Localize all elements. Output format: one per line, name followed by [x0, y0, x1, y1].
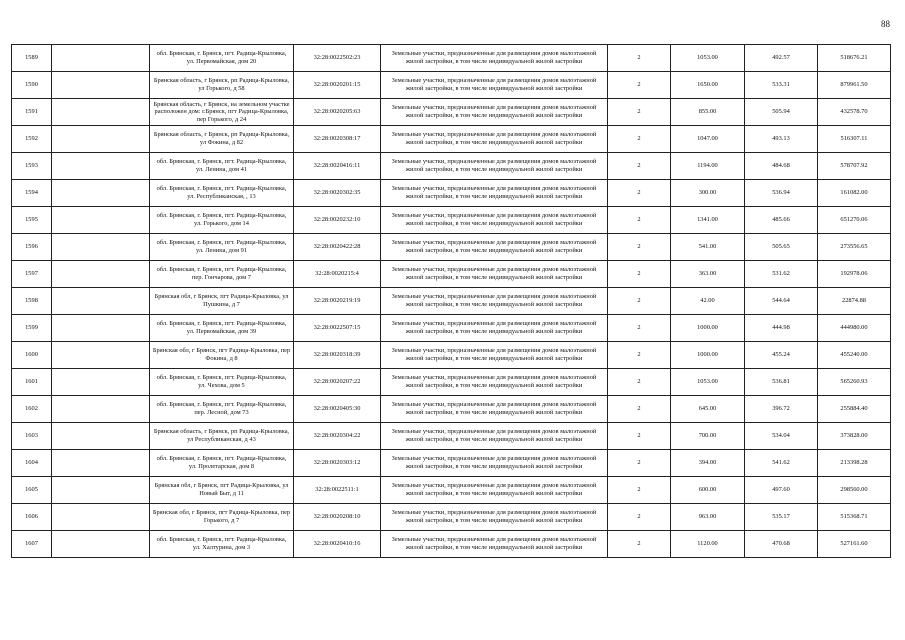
- address-cell: Брянская область, г Брянск, на земельном участке расположен дом: г.Брянск, пгт Радица-Крыловка, пер Горького, д 24: [150, 99, 294, 126]
- land-use-cell: Земельные участки, предназначенные для размещения домов малоэтажной жилой застройки, в том числе индивидуальной жилой застройки: [381, 531, 608, 558]
- cadastral-value-cell: 516307.11: [818, 126, 891, 153]
- land-use-cell: Земельные участки, предназначенные для размещения домов малоэтажной жилой застройки, в том числе индивидуальной жилой застройки: [381, 261, 608, 288]
- blank-cell: [52, 153, 150, 180]
- group-cell: 2: [608, 180, 671, 207]
- land-use-cell: Земельные участки, предназначенные для размещения домов малоэтажной жилой застройки, в том числе индивидуальной жилой застройки: [381, 450, 608, 477]
- land-use-cell: Земельные участки, предназначенные для размещения домов малоэтажной жилой застройки, в том числе индивидуальной жилой застройки: [381, 288, 608, 315]
- row-number-cell: 1600: [12, 342, 52, 369]
- table-row: [12, 234, 891, 261]
- group-cell: 2: [608, 126, 671, 153]
- group-cell: 2: [608, 369, 671, 396]
- cadastral-number-cell: 32:28:0020410:16: [294, 531, 381, 558]
- cadastral-value-cell: 565260.93: [818, 369, 891, 396]
- address-cell: Брянская обл, г Брянск, пгт Радица-Крыловка, ул Пушкина, д 7: [150, 288, 294, 315]
- table-row: [12, 99, 891, 126]
- address-cell: обл. Брянская, г. Брянск, пгт. Радица-Крыловка, ул. Ленина, дом 41: [150, 153, 294, 180]
- area-cell: 1000.00: [671, 342, 745, 369]
- land-use-cell: Земельные участки, предназначенные для размещения домов малоэтажной жилой застройки, в том числе индивидуальной жилой застройки: [381, 342, 608, 369]
- specific-value-cell: 493.13: [745, 126, 818, 153]
- cadastral-number-cell: 32:28:0020215:4: [294, 261, 381, 288]
- row-number-cell: 1589: [12, 45, 52, 72]
- cadastral-value-cell: 432578.70: [818, 99, 891, 126]
- land-use-cell: Земельные участки, предназначенные для размещения домов малоэтажной жилой застройки, в том числе индивидуальной жилой застройки: [381, 396, 608, 423]
- blank-cell: [52, 342, 150, 369]
- cadastral-number-cell: 32:28:0020232:10: [294, 207, 381, 234]
- cadastral-value-cell: 578707.92: [818, 153, 891, 180]
- cadastral-value-cell: 444980.00: [818, 315, 891, 342]
- land-use-cell: Земельные участки, предназначенные для размещения домов малоэтажной жилой застройки, в том числе индивидуальной жилой застройки: [381, 315, 608, 342]
- group-cell: 2: [608, 531, 671, 558]
- land-use-cell: Земельные участки, предназначенные для размещения домов малоэтажной жилой застройки, в том числе индивидуальной жилой застройки: [381, 153, 608, 180]
- specific-value-cell: 485.66: [745, 207, 818, 234]
- cadastral-number-cell: 32:28:0020201:15: [294, 72, 381, 99]
- address-cell: обл. Брянская, г. Брянск, пгт. Радица-Крыловка, пер. Гончарова, дом 7: [150, 261, 294, 288]
- table-row: [12, 477, 891, 504]
- area-cell: 855.00: [671, 99, 745, 126]
- address-cell: Брянская обл, г Брянск, пгт Радица-Крыловка, пер Фокина, д 8: [150, 342, 294, 369]
- address-cell: обл. Брянская, г. Брянск, пгт. Радица-Крыловка, ул. Первомайская, дом 20: [150, 45, 294, 72]
- land-use-cell: Земельные участки, предназначенные для размещения домов малоэтажной жилой застройки, в том числе индивидуальной жилой застройки: [381, 180, 608, 207]
- cadastral-number-cell: 32:28:0020405:30: [294, 396, 381, 423]
- cadastral-number-cell: 32:28:0020416:11: [294, 153, 381, 180]
- group-cell: 2: [608, 234, 671, 261]
- cadastral-value-cell: 161082.00: [818, 180, 891, 207]
- blank-cell: [52, 99, 150, 126]
- blank-cell: [52, 234, 150, 261]
- area-cell: 394.00: [671, 450, 745, 477]
- table-row: [12, 261, 891, 288]
- area-cell: 1650.00: [671, 72, 745, 99]
- specific-value-cell: 505.65: [745, 234, 818, 261]
- table-row: [12, 396, 891, 423]
- blank-cell: [52, 369, 150, 396]
- specific-value-cell: 470.68: [745, 531, 818, 558]
- group-cell: 2: [608, 207, 671, 234]
- group-cell: 2: [608, 45, 671, 72]
- land-use-cell: Земельные участки, предназначенные для размещения домов малоэтажной жилой застройки, в том числе индивидуальной жилой застройки: [381, 234, 608, 261]
- area-cell: 1053.00: [671, 369, 745, 396]
- area-cell: 1053.00: [671, 45, 745, 72]
- land-use-cell: Земельные участки, предназначенные для размещения домов малоэтажной жилой застройки, в том числе индивидуальной жилой застройки: [381, 369, 608, 396]
- blank-cell: [52, 531, 150, 558]
- specific-value-cell: 497.60: [745, 477, 818, 504]
- cadastral-value-cell: 273556.65: [818, 234, 891, 261]
- cadastral-value-cell: 298560.00: [818, 477, 891, 504]
- row-number-cell: 1595: [12, 207, 52, 234]
- specific-value-cell: 531.62: [745, 261, 818, 288]
- table-body: [12, 45, 891, 558]
- area-cell: 600.00: [671, 477, 745, 504]
- area-cell: 300.00: [671, 180, 745, 207]
- address-cell: Брянская обл, г Брянск, пгт Радица-Крыловка, ул Новый Быт, д 11: [150, 477, 294, 504]
- table-row: [12, 342, 891, 369]
- address-cell: обл. Брянская, г. Брянск, пгт. Радица-Крыловка, ул. Горького, дом 14: [150, 207, 294, 234]
- specific-value-cell: 534.04: [745, 423, 818, 450]
- area-cell: 645.00: [671, 396, 745, 423]
- area-cell: 1194.00: [671, 153, 745, 180]
- area-cell: 541.00: [671, 234, 745, 261]
- group-cell: 2: [608, 477, 671, 504]
- cadastral-value-cell: 651270.06: [818, 207, 891, 234]
- cadastral-number-cell: 32:28:0020219:19: [294, 288, 381, 315]
- area-cell: 1120.00: [671, 531, 745, 558]
- specific-value-cell: 505.94: [745, 99, 818, 126]
- row-number-cell: 1593: [12, 153, 52, 180]
- land-use-cell: Земельные участки, предназначенные для размещения домов малоэтажной жилой застройки, в том числе индивидуальной жилой застройки: [381, 477, 608, 504]
- specific-value-cell: 544.64: [745, 288, 818, 315]
- land-use-cell: Земельные участки, предназначенные для размещения домов малоэтажной жилой застройки, в том числе индивидуальной жилой застройки: [381, 45, 608, 72]
- blank-cell: [52, 288, 150, 315]
- address-cell: обл. Брянская, г. Брянск, пгт. Радица-Крыловка, ул. Чехова, дом 5: [150, 369, 294, 396]
- area-cell: 42.00: [671, 288, 745, 315]
- address-cell: Брянская обл, г Брянск, пгт Радица-Крыловка, пер Горького, д 7: [150, 504, 294, 531]
- blank-cell: [52, 504, 150, 531]
- cadastral-value-cell: 879961.50: [818, 72, 891, 99]
- group-cell: 2: [608, 288, 671, 315]
- address-cell: обл. Брянская, г. Брянск, пгт. Радица-Крыловка, ул. Первомайская, дом 39: [150, 315, 294, 342]
- blank-cell: [52, 450, 150, 477]
- blank-cell: [52, 261, 150, 288]
- specific-value-cell: 396.72: [745, 396, 818, 423]
- cadastral-number-cell: 32:28:0022511:1: [294, 477, 381, 504]
- group-cell: 2: [608, 99, 671, 126]
- cadastral-number-cell: 32:28:0020422:28: [294, 234, 381, 261]
- cadastral-number-cell: 32:28:0022507:15: [294, 315, 381, 342]
- specific-value-cell: 536.94: [745, 180, 818, 207]
- table-row: [12, 531, 891, 558]
- blank-cell: [52, 72, 150, 99]
- table-row: [12, 369, 891, 396]
- table-row: [12, 207, 891, 234]
- specific-value-cell: 535.17: [745, 504, 818, 531]
- group-cell: 2: [608, 423, 671, 450]
- land-use-cell: Земельные участки, предназначенные для размещения домов малоэтажной жилой застройки, в том числе индивидуальной жилой застройки: [381, 72, 608, 99]
- table-row: [12, 504, 891, 531]
- cadastral-number-cell: 32:28:0020302:35: [294, 180, 381, 207]
- land-use-cell: Земельные участки, предназначенные для размещения домов малоэтажной жилой застройки, в том числе индивидуальной жилой застройки: [381, 99, 608, 126]
- row-number-cell: 1606: [12, 504, 52, 531]
- cadastral-value-cell: 455240.00: [818, 342, 891, 369]
- group-cell: 2: [608, 342, 671, 369]
- page-number: 88: [881, 19, 890, 29]
- table-row: [12, 72, 891, 99]
- table-row: [12, 180, 891, 207]
- group-cell: 2: [608, 396, 671, 423]
- cadastral-value-cell: 255884.40: [818, 396, 891, 423]
- blank-cell: [52, 180, 150, 207]
- blank-cell: [52, 126, 150, 153]
- specific-value-cell: 541.62: [745, 450, 818, 477]
- group-cell: 2: [608, 153, 671, 180]
- specific-value-cell: 536.81: [745, 369, 818, 396]
- address-cell: обл. Брянская, г. Брянск, пгт. Радица-Крыловка, ул. Халтурина, дом 3: [150, 531, 294, 558]
- row-number-cell: 1592: [12, 126, 52, 153]
- land-use-cell: Земельные участки, предназначенные для размещения домов малоэтажной жилой застройки, в том числе индивидуальной жилой застройки: [381, 504, 608, 531]
- blank-cell: [52, 396, 150, 423]
- table-row: [12, 153, 891, 180]
- address-cell: обл. Брянская, г. Брянск, пгт. Радица-Крыловка, пер. Лесной, дом 73: [150, 396, 294, 423]
- row-number-cell: 1605: [12, 477, 52, 504]
- specific-value-cell: 492.57: [745, 45, 818, 72]
- cadastral-number-cell: 32:28:0020304:22: [294, 423, 381, 450]
- address-cell: обл. Брянская, г. Брянск, пгт. Радица-Крыловка, ул. Республиканская, , 13: [150, 180, 294, 207]
- blank-cell: [52, 207, 150, 234]
- group-cell: 2: [608, 504, 671, 531]
- row-number-cell: 1603: [12, 423, 52, 450]
- specific-value-cell: 455.24: [745, 342, 818, 369]
- specific-value-cell: 484.68: [745, 153, 818, 180]
- blank-cell: [52, 477, 150, 504]
- group-cell: 2: [608, 72, 671, 99]
- row-number-cell: 1607: [12, 531, 52, 558]
- cadastral-value-cell: 518676.21: [818, 45, 891, 72]
- cadastral-value-cell: 373828.00: [818, 423, 891, 450]
- group-cell: 2: [608, 450, 671, 477]
- blank-cell: [52, 423, 150, 450]
- cadastral-number-cell: 32:28:0020205:63: [294, 99, 381, 126]
- address-cell: Брянская область, г Брянск, рп Радица-Крыловка, ул Республиканская, д 43: [150, 423, 294, 450]
- address-cell: Брянская область, г Брянск, рп Радица-Крыловка, ул Горького, д 58: [150, 72, 294, 99]
- cadastral-number-cell: 32:28:0020303:12: [294, 450, 381, 477]
- row-number-cell: 1591: [12, 99, 52, 126]
- group-cell: 2: [608, 315, 671, 342]
- area-cell: 363.00: [671, 261, 745, 288]
- area-cell: 700.00: [671, 423, 745, 450]
- land-use-cell: Земельные участки, предназначенные для размещения домов малоэтажной жилой застройки, в том числе индивидуальной жилой застройки: [381, 126, 608, 153]
- table-row: [12, 450, 891, 477]
- blank-cell: [52, 45, 150, 72]
- land-plot-registry-table: [11, 44, 891, 558]
- table-row: [12, 423, 891, 450]
- cadastral-number-cell: 32:28:0022502:23: [294, 45, 381, 72]
- land-use-cell: Земельные участки, предназначенные для размещения домов малоэтажной жилой застройки, в том числе индивидуальной жилой застройки: [381, 423, 608, 450]
- cadastral-value-cell: 527161.60: [818, 531, 891, 558]
- row-number-cell: 1604: [12, 450, 52, 477]
- cadastral-value-cell: 192978.06: [818, 261, 891, 288]
- area-cell: 963.00: [671, 504, 745, 531]
- row-number-cell: 1594: [12, 180, 52, 207]
- address-cell: обл. Брянская, г. Брянск, пгт. Радица-Крыловка, ул. Ленина, дом 91: [150, 234, 294, 261]
- row-number-cell: 1597: [12, 261, 52, 288]
- area-cell: 1341.00: [671, 207, 745, 234]
- table-row: [12, 45, 891, 72]
- cadastral-value-cell: 515368.71: [818, 504, 891, 531]
- table-row: [12, 288, 891, 315]
- row-number-cell: 1601: [12, 369, 52, 396]
- row-number-cell: 1599: [12, 315, 52, 342]
- specific-value-cell: 533.31: [745, 72, 818, 99]
- area-cell: 1000.00: [671, 315, 745, 342]
- cadastral-number-cell: 32:28:0020207:22: [294, 369, 381, 396]
- cadastral-number-cell: 32:28:0020208:10: [294, 504, 381, 531]
- cadastral-value-cell: 22874.88: [818, 288, 891, 315]
- blank-cell: [52, 315, 150, 342]
- address-cell: обл. Брянская, г. Брянск, пгт. Радица-Крыловка, ул. Пролетарская, дом 8: [150, 450, 294, 477]
- table-row: [12, 315, 891, 342]
- address-cell: Брянская область, г Брянск, рп Радица-Крыловка, ул Фокина, д 82: [150, 126, 294, 153]
- cadastral-value-cell: 213398.28: [818, 450, 891, 477]
- group-cell: 2: [608, 261, 671, 288]
- cadastral-number-cell: 32:28:0020308:17: [294, 126, 381, 153]
- area-cell: 1047.00: [671, 126, 745, 153]
- specific-value-cell: 444.98: [745, 315, 818, 342]
- row-number-cell: 1598: [12, 288, 52, 315]
- row-number-cell: 1602: [12, 396, 52, 423]
- land-use-cell: Земельные участки, предназначенные для размещения домов малоэтажной жилой застройки, в том числе индивидуальной жилой застройки: [381, 207, 608, 234]
- cadastral-number-cell: 32:28:0020318:39: [294, 342, 381, 369]
- table-row: [12, 126, 891, 153]
- row-number-cell: 1596: [12, 234, 52, 261]
- row-number-cell: 1590: [12, 72, 52, 99]
